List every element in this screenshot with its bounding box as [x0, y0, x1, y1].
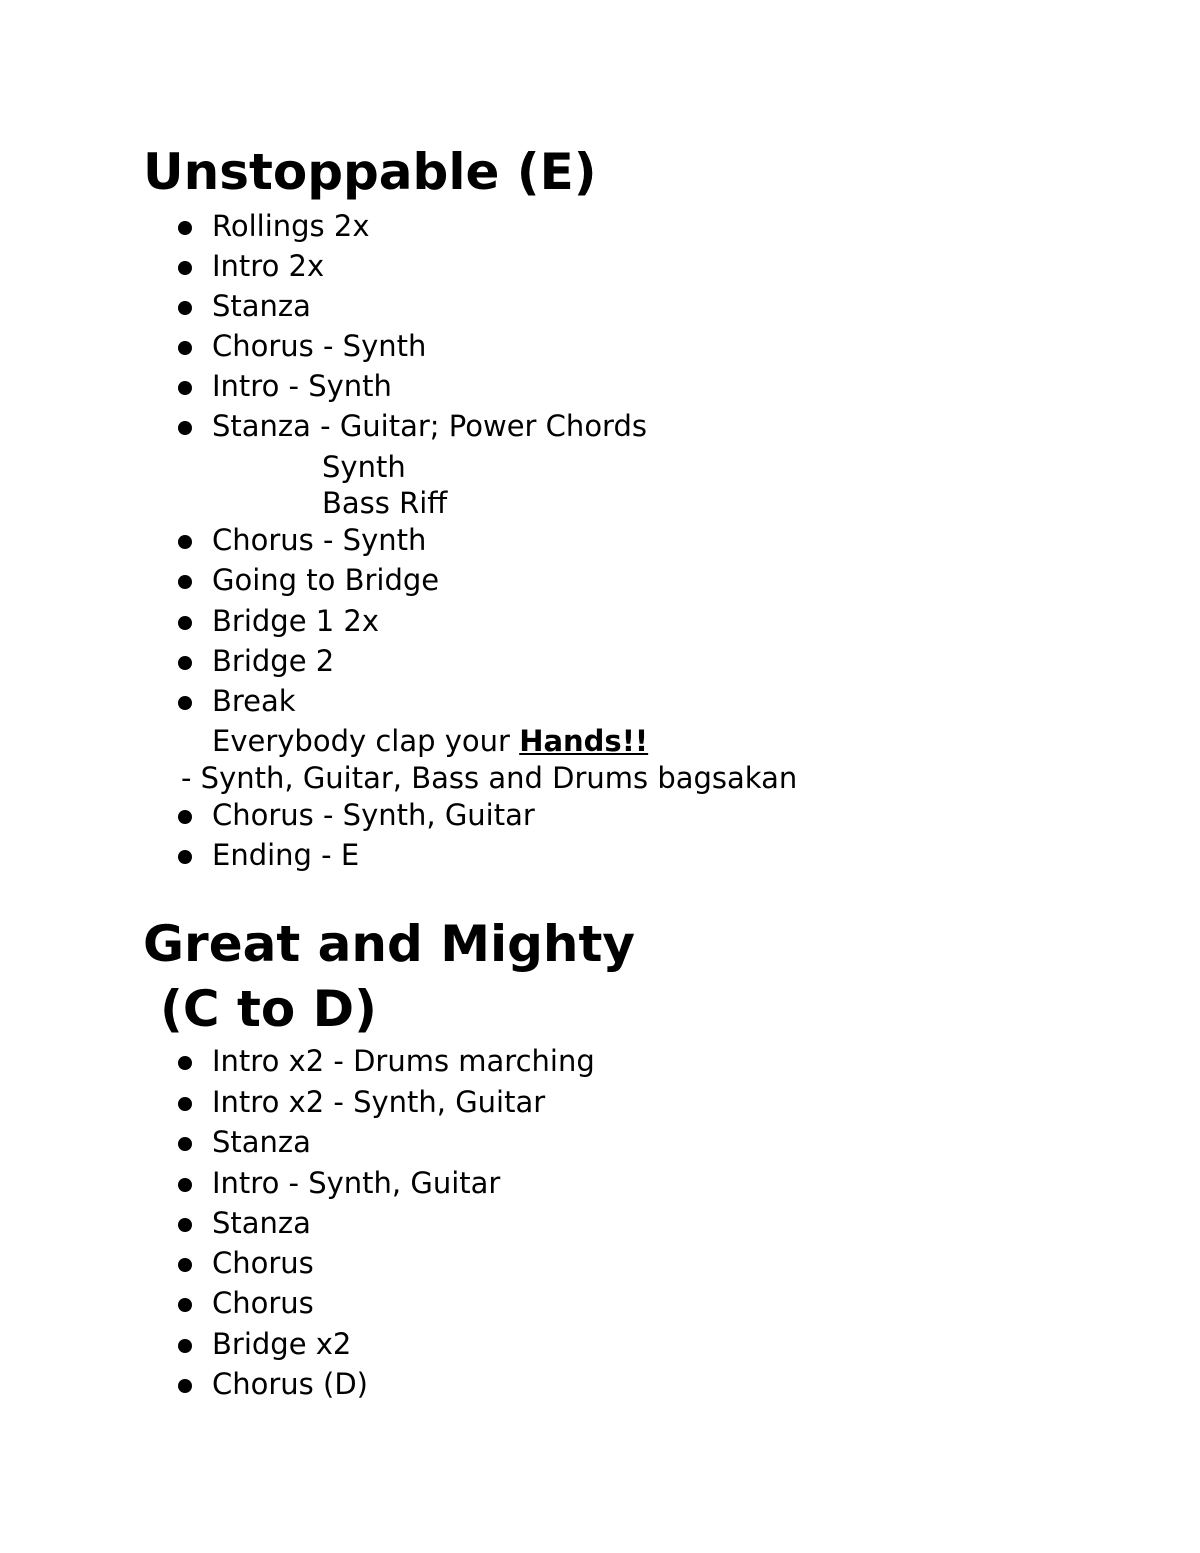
- bullet-icon: [178, 696, 192, 710]
- break-line: [212, 721, 648, 761]
- bullet-icon: [178, 1379, 192, 1393]
- break-note: - Synth, Guitar, Bass and Drums bagsakan: [181, 761, 798, 795]
- bullet-icon: [178, 810, 192, 824]
- list-item-text: Going to Bridge: [212, 563, 440, 597]
- bullet-icon: [178, 261, 192, 275]
- song-title-great-and-mighty: Great and Mighty: [143, 915, 635, 973]
- list-item-text: Intro - Synth, Guitar: [212, 1166, 501, 1200]
- bullet-icon: [178, 1178, 192, 1192]
- stanza-sub-synth: Synth: [322, 450, 406, 484]
- list-item-text: Chorus: [212, 1286, 314, 1320]
- bullet-icon: [178, 1298, 192, 1312]
- bullet-icon: [178, 656, 192, 670]
- list-item-text: Bridge 1 2x: [212, 604, 380, 638]
- list-item-text: Chorus: [212, 1246, 314, 1280]
- list-item-text: Stanza: [212, 289, 311, 323]
- song-title-unstoppable: Unstoppable (E): [143, 143, 597, 201]
- bullet-icon: [178, 221, 192, 235]
- list-item-text: Chorus (D): [212, 1367, 368, 1401]
- list-item-text: Ending - E: [212, 838, 360, 872]
- bullet-icon: [178, 535, 192, 549]
- bullet-icon: [178, 575, 192, 589]
- list-item-text: Intro 2x: [212, 249, 325, 283]
- bullet-icon: [178, 1339, 192, 1353]
- bullet-icon: [178, 421, 192, 435]
- bullet-icon: [178, 850, 192, 864]
- list-item-text: Stanza: [212, 1206, 311, 1240]
- hands-emphasis: Hands!!: [519, 724, 649, 758]
- stanza-sub-bass-riff: Bass Riff: [322, 486, 448, 520]
- bullet-icon: [178, 1137, 192, 1151]
- break-line-text: Everybody clap your: [212, 724, 520, 758]
- bullet-icon: [178, 1056, 192, 1070]
- list-item-text: Break: [212, 684, 296, 718]
- bullet-icon: [178, 616, 192, 630]
- bullet-icon: [178, 1097, 192, 1111]
- list-item-text: Stanza - Guitar; Power Chords: [212, 409, 647, 443]
- bullet-icon: [178, 341, 192, 355]
- list-item-text: Chorus - Synth, Guitar: [212, 798, 535, 832]
- list-item-text: Chorus - Synth: [212, 329, 427, 363]
- list-item-text: Bridge x2: [212, 1327, 352, 1361]
- bullet-icon: [178, 381, 192, 395]
- list-item-text: Chorus - Synth: [212, 523, 427, 557]
- bullet-icon: [178, 301, 192, 315]
- list-item-text: Rollings 2x: [212, 209, 370, 243]
- bullet-icon: [178, 1258, 192, 1272]
- list-item-text: Intro - Synth: [212, 369, 392, 403]
- song-key-c-to-d: (C to D): [160, 980, 377, 1038]
- list-item-text: Intro x2 - Synth, Guitar: [212, 1085, 546, 1119]
- list-item-text: Bridge 2: [212, 644, 335, 678]
- bullet-icon: [178, 1218, 192, 1232]
- list-item-text: Intro x2 - Drums marching: [212, 1044, 595, 1078]
- list-item-text: Stanza: [212, 1125, 311, 1159]
